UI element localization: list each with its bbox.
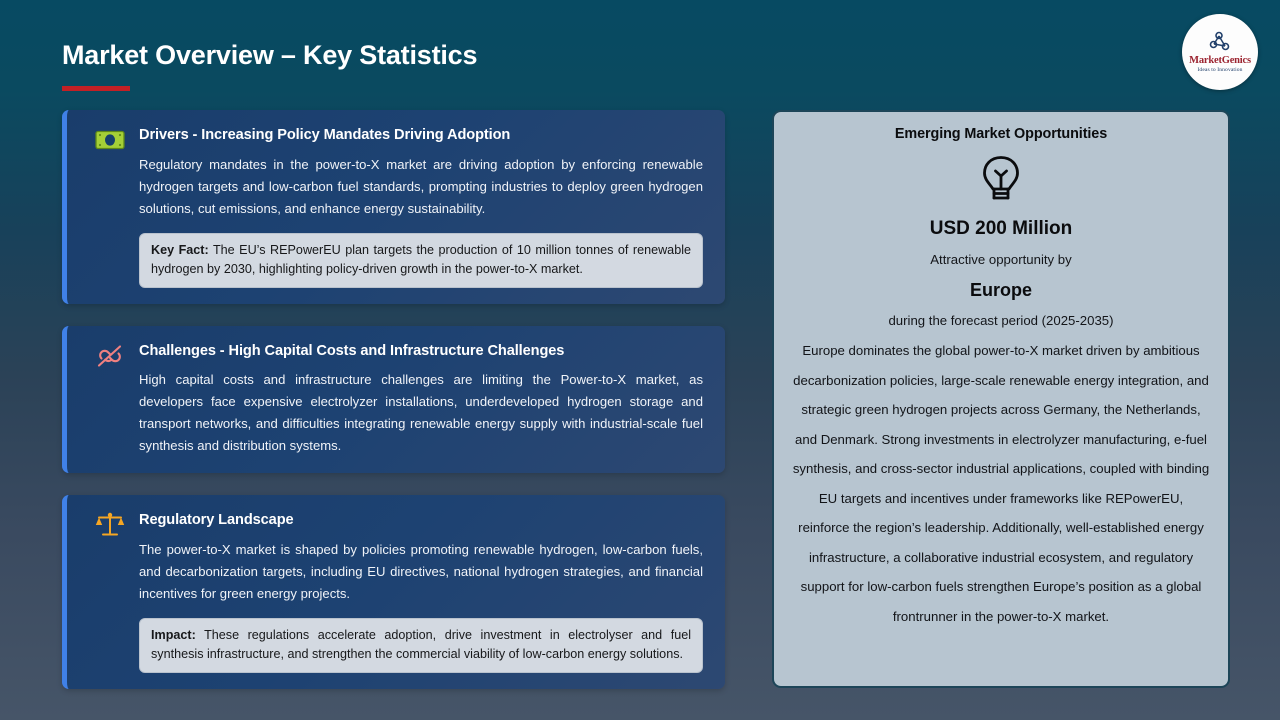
emerging-market-opportunities-panel [772, 110, 1230, 688]
insight-cards-column [62, 110, 725, 711]
callout-text: These regulations accelerate adoption, drive investment in electrolyser and fuel synthesis infrastructure, and strengthen the commercial viability of low-carbon energy solutions. [151, 627, 691, 661]
card-drivers [62, 110, 725, 304]
callout-label: Impact: [151, 627, 196, 642]
card-callout-impact [139, 618, 703, 673]
balance-scales-icon [95, 510, 125, 540]
forecast-period: during the forecast period (2025-2035) [888, 313, 1114, 328]
callout-text: The EU’s REPowerEU plan targets the production of 10 million tonnes of renewable hydrogen by 2030, highlighting policy-driven growth in the power-to-X market. [151, 242, 691, 276]
card-description: The power-to-X market is shaped by policies promoting renewable hydrogen, low-carbon fuels, and decarbonization targets, including EU directives, national hydrogen strategies, and financial incentives for green energy projects. [139, 541, 703, 601]
lightbulb-icon [792, 153, 1210, 209]
logo-name: MarketGenics [1189, 54, 1251, 66]
card-title: Drivers - Increasing Policy Mandates Driving Adoption [139, 127, 511, 143]
panel-description: Europe dominates the global power-to-X market driven by ambitious decarbonization policies, large-scale renewable energy integration, and strategic green hydrogen projects across Germany, the Netherlands, and Denmark. Strong investments in electrolyzer manufacturing, e-fuel synthesis, and cross-sector industrial applications, coupled with binding EU targets and incentives under frameworks like REPowerEU, reinforce the region’s leadership. Additionally, well-established energy infrastructure, a collaborative industrial ecosystem, and regulatory support for low-carbon fuels strengthen Europe’s position as a global frontrunner in the power-to-X market. [792, 343, 1210, 624]
brand-logo [1182, 14, 1258, 90]
page-header [0, 0, 1280, 104]
card-title: Challenges - High Capital Costs and Infrastructure Challenges [139, 342, 565, 359]
card-regulatory-landscape [62, 495, 725, 689]
callout-label: Key Fact: [151, 242, 209, 257]
title-underline-rule [62, 86, 130, 91]
card-description: High capital costs and infrastructure challenges are limiting the Power-to-X market, as developers face expensive electrolyzer installations, underdeveloped hydrogen storage and transport networks, and difficulties integrating renewable energy supply with industrial-scale fuel synthesis and distribution systems. [139, 372, 703, 453]
opportunity-region: Europe [969, 280, 1032, 300]
card-challenges [62, 326, 725, 474]
card-description: Regulatory mandates in the power-to-X market are driving adoption by enforcing renewable hydrogen targets and low-carbon fuel standards, prompting industries to deploy green hydrogen solutions, cut emissions, and enhance energy sustainability. [139, 156, 703, 216]
opportunity-subtitle: Attractive opportunity by [930, 252, 1072, 267]
broken-link-icon [95, 341, 125, 371]
card-title: Regulatory Landscape [139, 512, 294, 528]
page-title: Market Overview – Key Statistics [62, 40, 478, 70]
network-nodes-icon [1207, 31, 1233, 55]
panel-title: Emerging Market Opportunities [894, 126, 1108, 142]
banknote-icon [95, 125, 125, 155]
card-callout-key-fact [139, 233, 703, 288]
opportunity-value: USD 200 Million [929, 218, 1073, 239]
logo-tagline: Ideas to Innovation [1197, 66, 1243, 73]
